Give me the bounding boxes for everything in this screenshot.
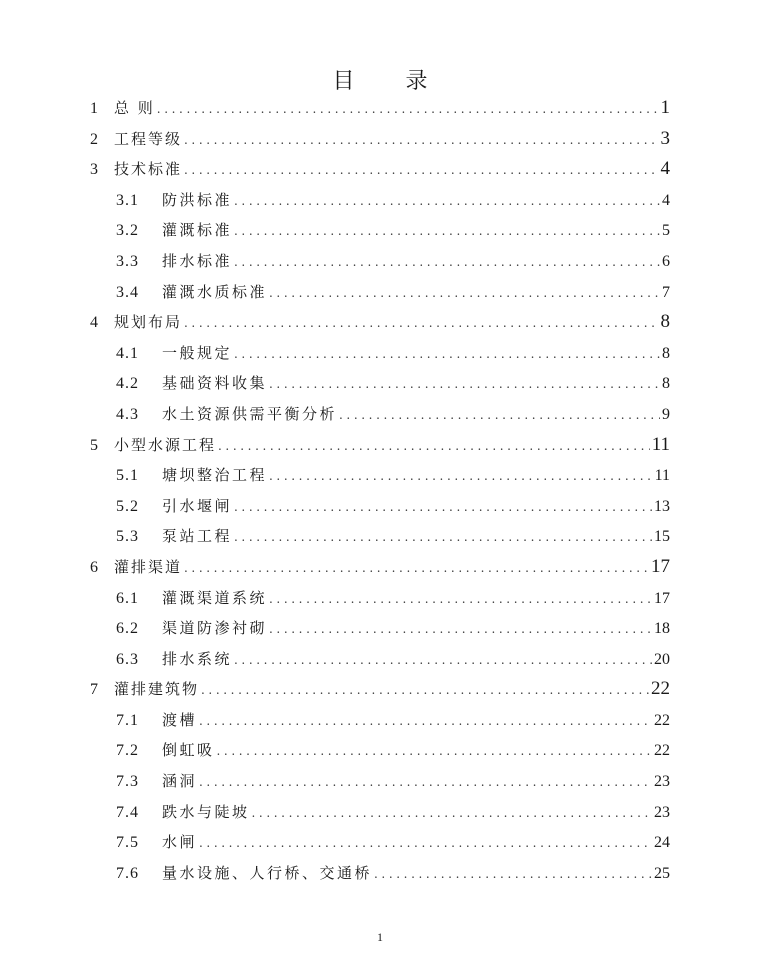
- entry-page-number: 8: [660, 311, 670, 333]
- dot-leader: [269, 622, 652, 636]
- entry-number: 1: [90, 100, 98, 117]
- entry-number: 3.3: [116, 252, 139, 270]
- entry-page-number: 5: [662, 222, 670, 240]
- entry-page-number: 7: [662, 283, 670, 301]
- dot-leader: [199, 714, 652, 728]
- toc-section-entry[interactable]: [90, 189, 670, 220]
- dot-leader: [374, 867, 652, 881]
- entry-number: 5: [90, 436, 98, 454]
- entry-label: 泵站工程: [162, 527, 233, 546]
- dot-leader: [157, 102, 659, 116]
- toc-section-entry[interactable]: [90, 525, 670, 556]
- entry-number: 4.3: [116, 405, 139, 423]
- toc-section-entry[interactable]: [90, 281, 670, 312]
- entry-page-number: 18: [654, 620, 670, 638]
- entry-label: 工程等级: [114, 129, 183, 148]
- toc-section-entry[interactable]: [90, 801, 670, 832]
- entry-page-number: 22: [654, 711, 670, 729]
- entry-label: 水土资源供需平衡分析: [162, 404, 338, 423]
- entry-number: 5.1: [116, 467, 139, 485]
- entry-page-number: 1: [660, 97, 670, 118]
- entry-page-number: 22: [654, 742, 670, 760]
- entry-label: 排水标准: [162, 251, 233, 270]
- entry-page-number: 4: [660, 158, 670, 180]
- dot-leader: [269, 469, 653, 483]
- entry-number: 4.1: [116, 344, 139, 362]
- entry-number: 7.1: [116, 711, 139, 729]
- entry-page-number: 17: [651, 555, 670, 577]
- entry-label: 渠道防渗衬砌: [162, 619, 268, 638]
- entry-number: 7.5: [116, 834, 139, 852]
- entry-number: 5.3: [116, 528, 139, 546]
- entry-page-number: 15: [654, 528, 670, 546]
- entry-number: 6: [90, 558, 98, 576]
- entry-label: 灌排渠道: [114, 557, 183, 576]
- entry-number: 3.2: [116, 222, 139, 240]
- dot-leader: [269, 286, 660, 300]
- entry-label: 涵洞: [162, 772, 198, 791]
- entry-page-number: 23: [654, 773, 670, 791]
- entry-label: 引水堰闸: [162, 496, 233, 515]
- entry-label: 规划布局: [114, 313, 183, 332]
- dot-leader: [218, 439, 650, 453]
- entry-label: 小型水源工程: [114, 435, 217, 454]
- dot-leader: [234, 530, 652, 544]
- dot-leader: [234, 347, 660, 361]
- toc-section-entry[interactable]: [90, 862, 670, 893]
- entry-number: 3.1: [116, 191, 139, 209]
- toc-title: 目 录: [332, 69, 450, 94]
- toc-chapter-entry[interactable]: [90, 97, 670, 128]
- entry-page-number: 9: [662, 405, 670, 423]
- entry-number: 6.1: [116, 589, 139, 607]
- entry-label: 跌水与陡坡: [162, 802, 250, 821]
- dot-leader: [234, 194, 660, 208]
- entry-page-number: 22: [651, 678, 670, 700]
- entry-page-number: 8: [662, 344, 670, 362]
- entry-label: 渡槽: [162, 710, 198, 729]
- dot-leader: [184, 133, 658, 147]
- toc-chapter-entry[interactable]: [90, 128, 670, 159]
- toc-section-entry[interactable]: [90, 464, 670, 495]
- toc-chapter-entry[interactable]: [90, 434, 670, 465]
- entry-number: 3: [90, 161, 98, 179]
- toc-chapter-entry[interactable]: [90, 311, 670, 342]
- toc-section-entry[interactable]: [90, 495, 670, 526]
- entry-number: 6.2: [116, 620, 139, 638]
- toc-chapter-entry[interactable]: [90, 556, 670, 587]
- entry-label: 基础资料收集: [162, 374, 268, 393]
- dot-leader: [184, 561, 649, 575]
- entry-page-number: 11: [651, 433, 670, 455]
- dot-leader: [201, 683, 649, 697]
- entry-number: 3.4: [116, 283, 139, 301]
- entry-number: 5.2: [116, 497, 139, 515]
- entry-number: 4.2: [116, 375, 139, 393]
- entry-page-number: 6: [662, 252, 670, 270]
- entry-number: 7.3: [116, 773, 139, 791]
- toc-section-entry[interactable]: [90, 219, 670, 250]
- entry-label: 倒虹吸: [162, 741, 215, 760]
- toc-section-entry[interactable]: [90, 372, 670, 403]
- entry-label: 灌排建筑物: [114, 680, 200, 699]
- toc-section-entry[interactable]: [90, 770, 670, 801]
- dot-leader: [269, 377, 660, 391]
- table-of-contents: [90, 97, 670, 892]
- entry-label: 灌溉水质标准: [162, 282, 268, 301]
- toc-chapter-entry[interactable]: [90, 678, 670, 709]
- toc-section-entry[interactable]: [90, 831, 670, 862]
- entry-label: 总 则: [114, 99, 155, 117]
- toc-section-entry[interactable]: [90, 403, 670, 434]
- entry-page-number: 8: [662, 375, 670, 393]
- dot-leader: [252, 806, 652, 820]
- entry-label: 技术标准: [114, 160, 183, 179]
- entry-number: 7.4: [116, 803, 139, 821]
- entry-label: 防洪标准: [162, 190, 233, 209]
- dot-leader: [199, 836, 652, 850]
- entry-page-number: 24: [654, 834, 670, 852]
- dot-leader: [184, 316, 658, 330]
- entry-number: 6.3: [116, 650, 139, 668]
- entry-label: 灌溉标准: [162, 221, 233, 240]
- dot-leader: [199, 775, 652, 789]
- toc-section-entry[interactable]: [90, 587, 670, 618]
- entry-page-number: 20: [654, 650, 670, 668]
- page-number: 1: [377, 930, 383, 944]
- dot-leader: [269, 592, 652, 606]
- toc-section-entry[interactable]: [90, 617, 670, 648]
- entry-page-number: 23: [654, 803, 670, 821]
- entry-number: 7.2: [116, 742, 139, 760]
- entry-page-number: 17: [654, 589, 670, 607]
- entry-number: 7.6: [116, 864, 139, 882]
- entry-label: 水闸: [162, 833, 198, 852]
- entry-label: 量水设施、人行桥、交通桥: [162, 863, 373, 882]
- entry-page-number: 13: [654, 497, 670, 515]
- entry-page-number: 3: [660, 127, 670, 149]
- dot-leader: [234, 500, 652, 514]
- entry-page-number: 25: [654, 864, 670, 882]
- dot-leader: [234, 224, 660, 238]
- entry-label: 排水系统: [162, 649, 233, 668]
- entry-number: 4: [90, 314, 98, 332]
- dot-leader: [184, 163, 658, 177]
- toc-section-entry[interactable]: [90, 648, 670, 679]
- dot-leader: [234, 255, 660, 269]
- toc-section-entry[interactable]: [90, 250, 670, 281]
- toc-section-entry[interactable]: [90, 342, 670, 373]
- dot-leader: [217, 744, 652, 758]
- toc-chapter-entry[interactable]: [90, 158, 670, 189]
- toc-section-entry[interactable]: [90, 709, 670, 740]
- toc-section-entry[interactable]: [90, 739, 670, 770]
- entry-label: 灌溉渠道系统: [162, 588, 268, 607]
- entry-label: 塘坝整治工程: [162, 466, 268, 485]
- entry-page-number: 4: [662, 191, 670, 209]
- entry-page-number: 11: [654, 467, 670, 485]
- entry-number: 2: [90, 130, 98, 148]
- entry-label: 一般规定: [162, 343, 233, 362]
- entry-number: 7: [90, 681, 98, 699]
- dot-leader: [234, 653, 652, 667]
- dot-leader: [339, 408, 660, 422]
